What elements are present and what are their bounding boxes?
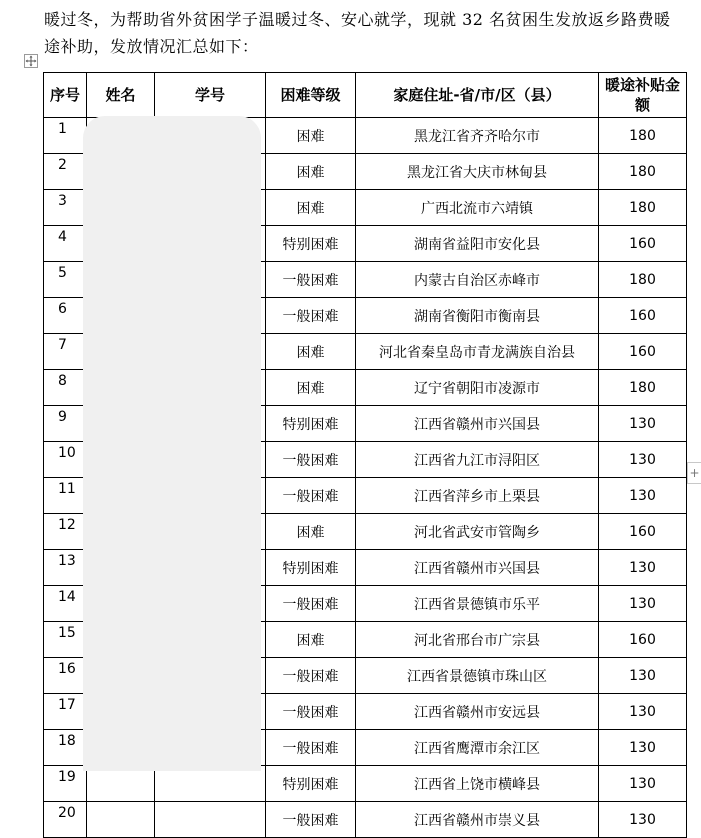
cell-amount: 160 [599,298,687,334]
cell-seq: 10 [44,442,87,478]
cell-seq: 17 [44,694,87,730]
cell-address: 江西省赣州市兴国县 [356,406,599,442]
cell-address: 黑龙江省大庆市林甸县 [356,154,599,190]
cell-level: 特别困难 [266,226,356,262]
cell-address: 河北省邢台市广宗县 [356,622,599,658]
cell-amount: 130 [599,766,687,802]
table-move-handle[interactable] [24,54,38,68]
cell-level: 特别困难 [266,766,356,802]
cell-seq: 2 [44,154,87,190]
cell-seq: 20 [44,802,87,838]
header-name: 姓名 [87,73,155,118]
cell-amount: 130 [599,478,687,514]
cell-level: 特别困难 [266,406,356,442]
cell-level: 困难 [266,190,356,226]
cell-level: 一般困难 [266,730,356,766]
cell-address: 河北省武安市管陶乡 [356,514,599,550]
cell-amount: 130 [599,406,687,442]
table-header-row [44,73,687,118]
header-seq: 序号 [44,73,87,118]
cell-amount: 180 [599,190,687,226]
cell-seq: 18 [44,730,87,766]
cell-level: 困难 [266,622,356,658]
cell-amount: 180 [599,154,687,190]
cell-seq: 6 [44,298,87,334]
cell-address: 江西省赣州市安远县 [356,694,599,730]
cell-seq: 9 [44,406,87,442]
redaction-mask [83,116,261,771]
cell-seq: 3 [44,190,87,226]
cell-amount: 130 [599,694,687,730]
cell-level: 一般困难 [266,658,356,694]
cell-seq: 14 [44,586,87,622]
cell-address: 江西省上饶市横峰县 [356,766,599,802]
cell-amount: 160 [599,514,687,550]
cell-address: 河北省秦皇岛市青龙满族自治县 [356,334,599,370]
cell-id [155,802,266,838]
cell-amount: 130 [599,658,687,694]
cell-address: 黑龙江省齐齐哈尔市 [356,118,599,154]
intro-paragraph: 暖过冬，为帮助省外贫困学子温暖过冬、安心就学，现就 32 名贫困生发放返乡路费暖途补助，发放情况汇总如下： [44,10,671,56]
cell-amount: 130 [599,442,687,478]
cell-amount: 160 [599,226,687,262]
cell-level: 一般困难 [266,694,356,730]
cell-level: 一般困难 [266,586,356,622]
cell-address: 江西省鹰潭市余江区 [356,730,599,766]
cell-address: 江西省景德镇市乐平 [356,586,599,622]
add-column-button[interactable] [687,462,701,484]
cell-level: 一般困难 [266,478,356,514]
cell-seq: 5 [44,262,87,298]
cell-amount: 130 [599,802,687,838]
cell-level: 困难 [266,334,356,370]
cell-level: 一般困难 [266,442,356,478]
cell-address: 江西省赣州市兴国县 [356,550,599,586]
cell-address: 江西省赣州市崇义县 [356,802,599,838]
cell-level: 特别困难 [266,550,356,586]
cell-amount: 130 [599,586,687,622]
cell-level: 一般困难 [266,262,356,298]
cell-amount: 180 [599,262,687,298]
cell-address: 江西省萍乡市上栗县 [356,478,599,514]
table-row [44,802,687,838]
header-level: 困难等级 [266,73,356,118]
cell-address: 湖南省益阳市安化县 [356,226,599,262]
header-amount: 暖途补贴金额 [599,73,687,118]
cell-address: 辽宁省朝阳市凌源市 [356,370,599,406]
cell-seq: 4 [44,226,87,262]
cell-address: 湖南省衡阳市衡南县 [356,298,599,334]
cell-level: 一般困难 [266,298,356,334]
cell-level: 困难 [266,118,356,154]
cell-seq: 1 [44,118,87,154]
cell-address: 内蒙古自治区赤峰市 [356,262,599,298]
header-address: 家庭住址-省/市/区（县） [356,73,599,118]
cell-seq: 15 [44,622,87,658]
add-column-icon: + [689,466,700,480]
cell-amount: 160 [599,622,687,658]
cell-address: 江西省九江市浔阳区 [356,442,599,478]
cell-address: 广西北流市六靖镇 [356,190,599,226]
cell-level: 一般困难 [266,802,356,838]
cell-amount: 130 [599,550,687,586]
cell-amount: 180 [599,370,687,406]
cell-seq: 12 [44,514,87,550]
cell-name [87,802,155,838]
cell-address: 江西省景德镇市珠山区 [356,658,599,694]
cell-level: 困难 [266,154,356,190]
cell-seq: 8 [44,370,87,406]
cell-amount: 130 [599,730,687,766]
cell-level: 困难 [266,370,356,406]
cell-level: 困难 [266,514,356,550]
cell-amount: 160 [599,334,687,370]
cell-seq: 19 [44,766,87,802]
cell-amount: 180 [599,118,687,154]
cell-seq: 13 [44,550,87,586]
move-handle-icon [25,55,37,67]
cell-seq: 16 [44,658,87,694]
cell-seq: 7 [44,334,87,370]
cell-seq: 11 [44,478,87,514]
header-id: 学号 [155,73,266,118]
